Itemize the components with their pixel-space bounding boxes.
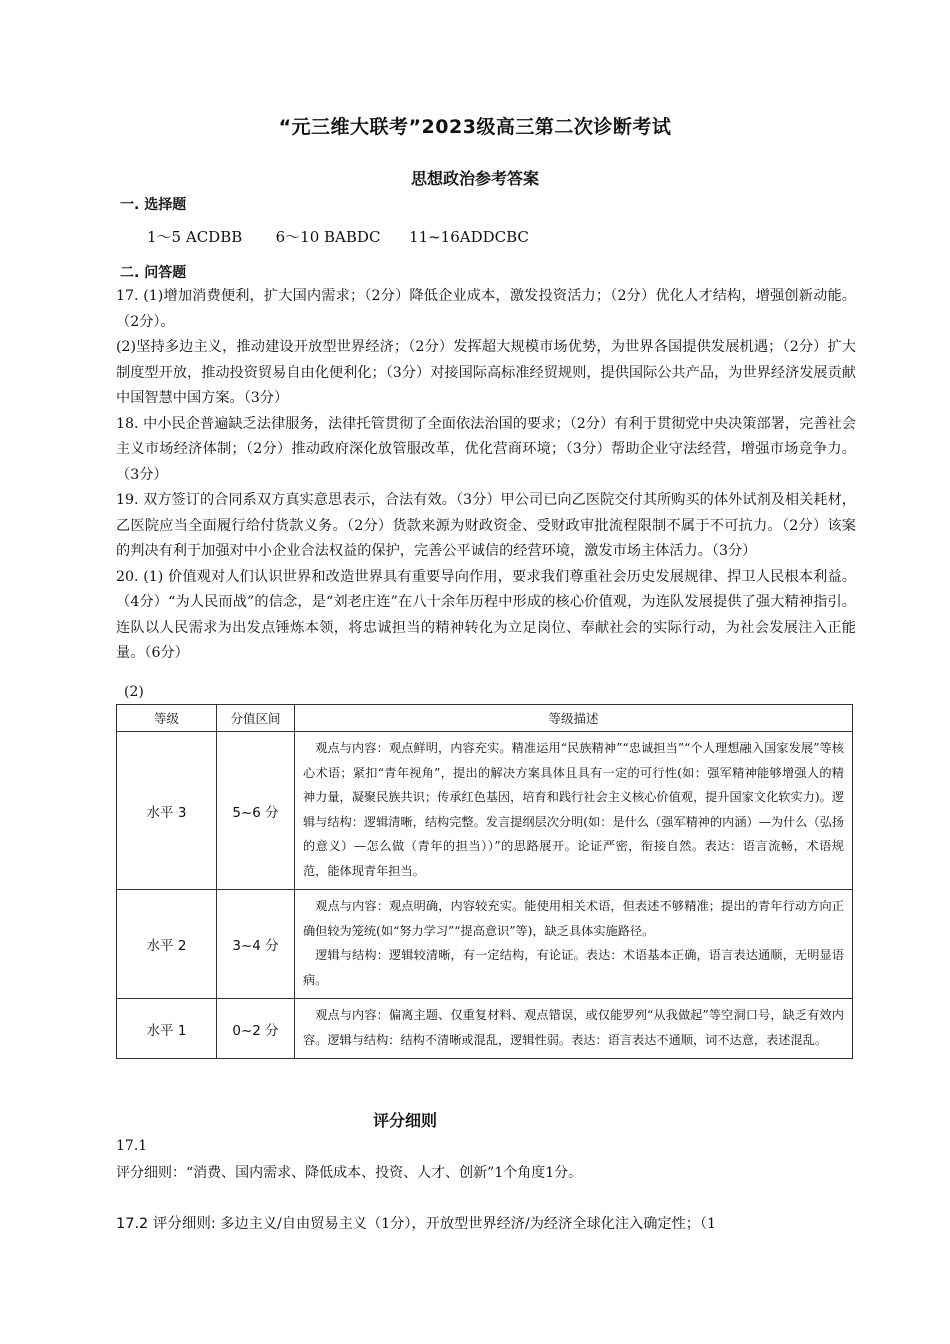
- answers-block: [116, 284, 856, 667]
- range-cell: 5~6 分: [217, 732, 295, 890]
- header-level: 等级: [117, 705, 217, 732]
- grading-table: [116, 704, 853, 1059]
- answer-20-1: 20. (1) 价值观对人们认识世界和改造世界具有重要导向作用，要求我们尊重社会历史发展规律、捍卫人民根本利益。（4分）“为人民而战”的信念，是“刘老庄连”在八十余年历程中形成的核心价值观，为连队发展提供了强大精神指引。连队以人民需求为出发点锤炼本领，将忠诚担当的精神转化为立足岗位、奉献社会的实际行动，为社会发展注入正能量。（6分）: [116, 568, 856, 661]
- answer-17-1: 17. (1)增加消费便利，扩大国内需求；（2分）降低企业成本，激发投资活力；（2分）优化人才结构，增强创新动能。（2分）。: [116, 288, 856, 330]
- answer-19: 19. 双方签订的合同系双方真实意思表示，合法有效。（3分）甲公司已向乙医院交付其所购买的体外试剂及相关耗材，乙医院应当全面履行给付货款义务。（2分）货款来源为财政资金、受财政审批流程限制不属于不可抗力。（2分）该案的判决有利于加强对中小企业合法权益的保护，完善公平诚信的经营环境，激发市场主体活力。（3分）: [116, 492, 856, 559]
- rule-17-2: [116, 1212, 876, 1233]
- table-row: [117, 732, 853, 890]
- level-cell: 水平 2: [117, 890, 217, 999]
- rule-17-2-text: 多边主义/自由贸易主义（1分），开放型世界经济/为经济全球化注入确定性；（1: [220, 1216, 717, 1232]
- answers-11-16: 11~16ADDCBC: [409, 228, 529, 246]
- description-part-2: 逻辑与结构：逻辑较清晰，有一定结构，有论证。表达：术语基本正确，语言表达通顺，无明显语病。: [303, 948, 844, 987]
- description-part-1: 观点与内容：观点明确，内容较充实。能使用相关术语，但表述不够精准；提出的青年行动方向正确但较为笼统(如“努力学习”“提高意识”等)，缺乏具体实施路径。: [303, 899, 844, 938]
- table-row: [117, 999, 853, 1059]
- description-cell: [295, 890, 853, 999]
- description-cell: 观点与内容：观点鲜明，内容充实。精准运用“民族精神”“忠诚担当”“个人理想融入国家发展”等核心术语；紧扣“青年视角”，提出的解决方案具体且具有一定的可行性(如：强军精神能够增强人的精神力量，凝聚民族共识；传承红色基因，培育和践行社会主义核心价值观，提升国家文化软实力)。逻辑与结构：逻辑清晰，结构完整。发言提纲层次分明(如：是什么（强军精神的内涵）—为什么（弘扬的意义）—怎么做（青年的担当））”的思路展开。论证严密，衔接自然。表达：语言流畅，术语规范，能体现青年担当。: [295, 732, 853, 890]
- scoring-rules-title: 评分细则: [372, 1111, 437, 1130]
- exam-title: “元三维大联考”2023级高三第二次诊断考试: [278, 116, 672, 138]
- rule-17-2-lead: 17.2 评分细则:: [116, 1216, 216, 1232]
- answer-18: 18. 中小民企普遍缺乏法律服务，法律托管贯彻了全面依法治国的要求；（2分）有利于贯彻党中央决策部署，完善社会主义市场经济体制；（2分）推动政府深化放管服改革，优化营商环境；（3分）帮助企业守法经营，增强市场竞争力。（3分）: [116, 415, 856, 483]
- level-cell: 水平 1: [117, 999, 217, 1059]
- section-heading-choice: 一. 选择题: [120, 197, 187, 213]
- choice-answers: [147, 226, 529, 247]
- rule-17-1-text: 评分细则：“消费、国内需求、降低成本、投资、人才、创新”1个角度1分。: [116, 1165, 583, 1181]
- table-header-row: [117, 705, 853, 732]
- header-description: 等级描述: [295, 705, 853, 732]
- section-heading-qa: 二. 问答题: [120, 265, 187, 281]
- answers-1-5: 1～5 ACDBB: [147, 228, 243, 246]
- range-cell: 0~2 分: [217, 999, 295, 1059]
- header-range: 分值区间: [217, 705, 295, 732]
- description-cell: 观点与内容：偏离主题、仅重复材料、观点错误，或仅能罗列“从我做起”等空洞口号，缺乏有效内容。逻辑与结构：结构不清晰或混乱，逻辑性弱。表达：语言表达不通顺，词不达意，表述混乱。: [295, 999, 853, 1059]
- table-row: [117, 890, 853, 999]
- exam-subtitle: 思想政治参考答案: [410, 169, 539, 188]
- answer-20-2-label: (2): [124, 684, 144, 700]
- answers-6-10: 6～10 BABDC: [275, 228, 381, 246]
- level-cell: 水平 3: [117, 732, 217, 890]
- answer-17-2: (2)坚持多边主义，推动建设开放型世界经济；（2分）发挥超大规模市场优势，为世界各国提供发展机遇；（2分）扩大制度型开放，推动投资贸易自由化便利化；（3分）对接国际高标准经贸规则，提供国际公共产品，为世界经济发展贡献中国智慧中国方案。（3分）: [116, 339, 856, 406]
- rule-17-1-label: 17.1: [116, 1138, 148, 1154]
- range-cell: 3~4 分: [217, 890, 295, 999]
